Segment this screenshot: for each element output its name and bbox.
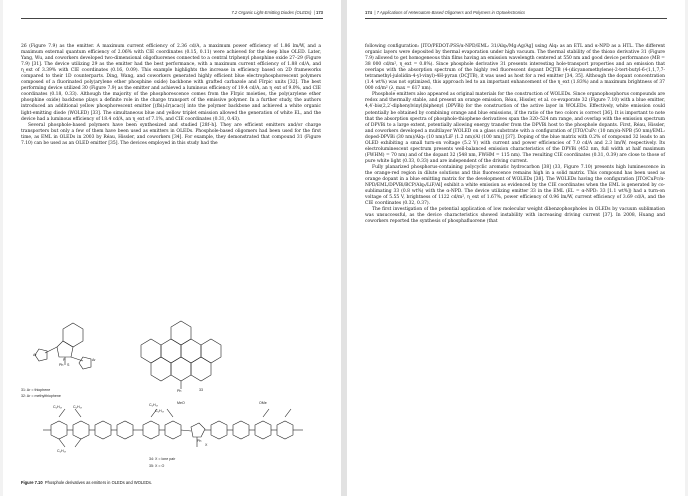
right-paragraph: The first investigation of the potential application of low molecular weight dibenzophospholes in OLEDs by vacuum sublimation was unsuccessful, as the device characteristics showed instability with increasing driving current [37]. In 2008, Huang and coworkers reported the synthesis of phosphafluorene (that (365, 207, 665, 225)
label-ph-2: Ph (197, 439, 202, 443)
label-ph-33: Ph (177, 389, 182, 393)
right-paragraph: Fully planarized phosphorus-containing polycyclic aromatic hydrocarbon [38] (33, Figure 7.10) presents high luminescence in the orange-red region in dilute solutions and this fluorescence remains high in a solid matrix. This compound has been used as orange dopant in a blue emitting matrix for the development of WOLEDs [38]. The WOLEDs having the configuration [ITO/CuPc/α-NPD/EML/DPVBi/BCP/Alq₃/LiF/Al] exhibit a white emission as evidenced by the CIE coordinates when the EML is generated by co-sublimating 33 (0.8 wt%) with the α-NPD. The device utilizing emitter 33 in the EML (EL = α-NPD: 33 [1.1 wt%]) had a turn-on voltage of 5.55 V, brightness of 1122 cd/m², η_ext of 1.67%, power efficiency of 0.96 lm/W, current efficiency of 3.69 cd/A, and the CIE coordinates (0.32, 0.37). (365, 164, 665, 207)
label-hexyl-5: C₆H₁₇ (57, 449, 67, 453)
right-page-number: 174 (365, 10, 372, 15)
label-ph: Ph (59, 363, 64, 367)
caption-label: Figure 7.10 (21, 480, 43, 485)
label-compound-32: 32: Ar = methylthiophene (21, 394, 61, 398)
right-paragraph: Phosphole emitters also appeared as original materials for the construction of WOLEDs. Since organophosphorus compounds are redox and thermally stable, and present an orange emission, Réau, Hissler, et al. co-evaporate 32 (Figure 7.10) with a blue emitter, 4,4′-bis(2,2′-diphenylvinyl)biphenyl (DPVBi) for the construction of the active layer in WOLEDs. Effectively, white emission could potentially be obtained by combining orange and blue emissions, if the ratio of the two colors is correct [36]. It is important to note that the absorption spectra of phosphole-thiophene derivatives span the 320–524 nm range, and overlap with the emission spectrum of DPVBi to a large extent, potentially allowing energy transfer from the DPVBi host to the phosphole dopants. First, Réau, Hissler, and coworkers developed a multilayer WOLED on a glass substrate with a configuration of [ITO/CuPc (10 nm)/α-NPB (50 nm)/EML: doped-DPVBi (30 nm)/Alq₃ (10 nm)/LiF (1.2 nm)/Al (100 nm)] [37]. Doping of the blue matrix with 0.2% of compound 32 leads to an OLED exhibiting a small turn-on voltage (5.2 V) with current and power efficiencies of 7.0 cd/A and 2.3 lm/W, respectively. Its electroluminescent spectrum presents well-balanced emission characteristics of the DPVBi (452 nm, full width at half maximum (FWHM) = 70 nm) and of the dopant 32 (548 nm, FWHM = 115 nm). The resulting CIE coordinates (0.31, 0.39) are close to those of pure white light (0.33, 0.33) and are independent of the driving current. (365, 92, 665, 164)
label-p: P (63, 358, 66, 362)
left-running-head: 7.2 Organic Light-Emitting Diodes (OLEDs) | 173 (231, 10, 323, 15)
left-body-text (21, 44, 321, 147)
label-ome: OMe (259, 401, 267, 405)
label-x: X (205, 443, 208, 447)
label-hexyl-2: C₆H₁₇ (73, 405, 83, 409)
structure-33 (141, 321, 221, 389)
left-paragraph: Several phosphole-based polymers have been synthesized and studied [28f–h]. They are efficient emitters and/or charge transporters but only a few of them have been used as emitters in OLEDs. Phosphole-based oligomers had been used for the first time, as EML in OLEDs in 2003 by Réau, Hissler, and coworkers [34]. For example, they demonstrated that compound 31 (Figure 7.10) can be used as an OLED emitter [35]. The devices employed in this study had the (21, 122, 321, 146)
left-running-head-title: 7.2 Organic Light-Emitting Diodes (OLEDs) (231, 10, 312, 15)
label-ar-2: Ar (92, 358, 96, 362)
label-ar-1: Ar (33, 353, 37, 357)
right-body-text (365, 44, 665, 225)
left-paragraph: 26 (Figure 7.9) as the emitter. A maximum current efficiency of 2.36 cd/A, a maximum power efficiency of 1.86 lm/W, and a maximum external quantum efficiency of 2.06% with CIE coordinates (0.15, 0.11) were achieved for the deep blue OLED. Later, Yang, Wu, and coworkers developed two-dimensional oligofluorenes connected to a central triphenyl phosphine oxide 27–29 (Figure 7.9) [31]. The device utilizing 29 as the emitter had the best performance, with a maximum current efficiency of 1.88 cd/A, and η_ext of 3.39% with CIE coordinates (0.16, 0.09). This example highlights the increase in efficiency based on 2D frameworks compared to their 1D counterparts. Ding, Wang, and coworkers generated highly efficient blue electrophosphorescent polymers composed of a fluorinated poly(arylene ether phosphine oxide) backbone with grafted carbazole and FIrpic units [32]. The best performing device utilized 30 (Figure 7.9) as the emitter and achieved a luminous efficiency of 19.4 cd/A, an η_ext of 9.0%, and CIE coordinates (0.18, 0.33). Although the majority of the phosphorescence comes from the FIrpic moieties, the poly(arylene ether phosphine oxide) backbone plays a definite role in the charge transport of the emissive polymer. In a further study, the authors introduced an additional yellow phosphorescent emitter [(fbi)₂Ir(acac)] into the polymer backbone and achieved a white organic light-emitting diode (WOLED) [33]. The simultaneous blue and yellow triplet emission allowed the generation of white EL, and the device had a luminous efficiency of 18.4 cd/A, an η_ext of 7.1%, and CIE coordinates (0.31, 0.43). (21, 44, 321, 122)
figure-caption (21, 480, 152, 485)
label-s: S (67, 363, 70, 367)
label-compound-31: 31: Ar = thiophene (21, 388, 51, 392)
structure-34-35 (43, 409, 303, 447)
label-hexyl-1: C₆H₁₇ (53, 405, 63, 409)
left-header-rule (21, 18, 323, 19)
label-compound-34: 34: X = lone pair (149, 457, 176, 461)
caption-text: Phosphole derivatives as emitters in OLEDs and WOLEDs. (44, 480, 153, 485)
figure-7-10 (21, 313, 323, 485)
label-meo: MeO (177, 401, 185, 405)
label-hexyl-4: C₆H₁₇ (155, 409, 165, 413)
right-page (347, 0, 685, 496)
label-compound-33: 33 (199, 388, 203, 392)
left-page-number: 173 (316, 10, 323, 15)
label-compound-35: 35: X = O (149, 464, 165, 468)
right-paragraph: following configuration: [ITO/PEDOT:PSS/α-NPD/EML: 31/Alq₃/Mg:Ag/Ag] using Alq₃ as an ETL and α-NPD as a HTL. The different organic layers were deposited by thermal evaporation under high vacuum. The thermal stability of the thioxo derivative 31 (Figure 7.9) allowed to get homogeneous thin films having an emission wavelength centered at 550 nm and good device performance (MB = 38 000 cd/m², η_ext = 0.8%). Since phosphole derivative 31 presents interesting hole-transport properties and an emission that overlaps with the absorption spectrum of the highly red fluorescent dopant DCJTB (4-(dicyanomethylene)-2-tert-butyl-6-(1,1,7,7-tetramethyl-julolidin-4-yl-vinyl)-4H-pyran (DCJTB), it was used as host for a red emitter [34, 35]. Although the dopant concentration (1.4 wt%) was not optimized, this approach led to an important enhancement of the η_ext (1.83%) and a maximum brightness of 37 000 cd/m² (λ_max = 617 nm). (365, 44, 665, 92)
label-hexyl-3: C₆H₁₇ (149, 403, 159, 407)
right-header-rule (365, 18, 667, 19)
right-running-head: 174 | 7 Applications of Heteroatom-Based Oligomers and Polymers in Optoelectronics (365, 10, 526, 15)
left-page (3, 0, 341, 496)
right-running-head-title: 7 Applications of Heteroatom-Based Oligomers and Polymers in Optoelectronics (376, 10, 526, 15)
